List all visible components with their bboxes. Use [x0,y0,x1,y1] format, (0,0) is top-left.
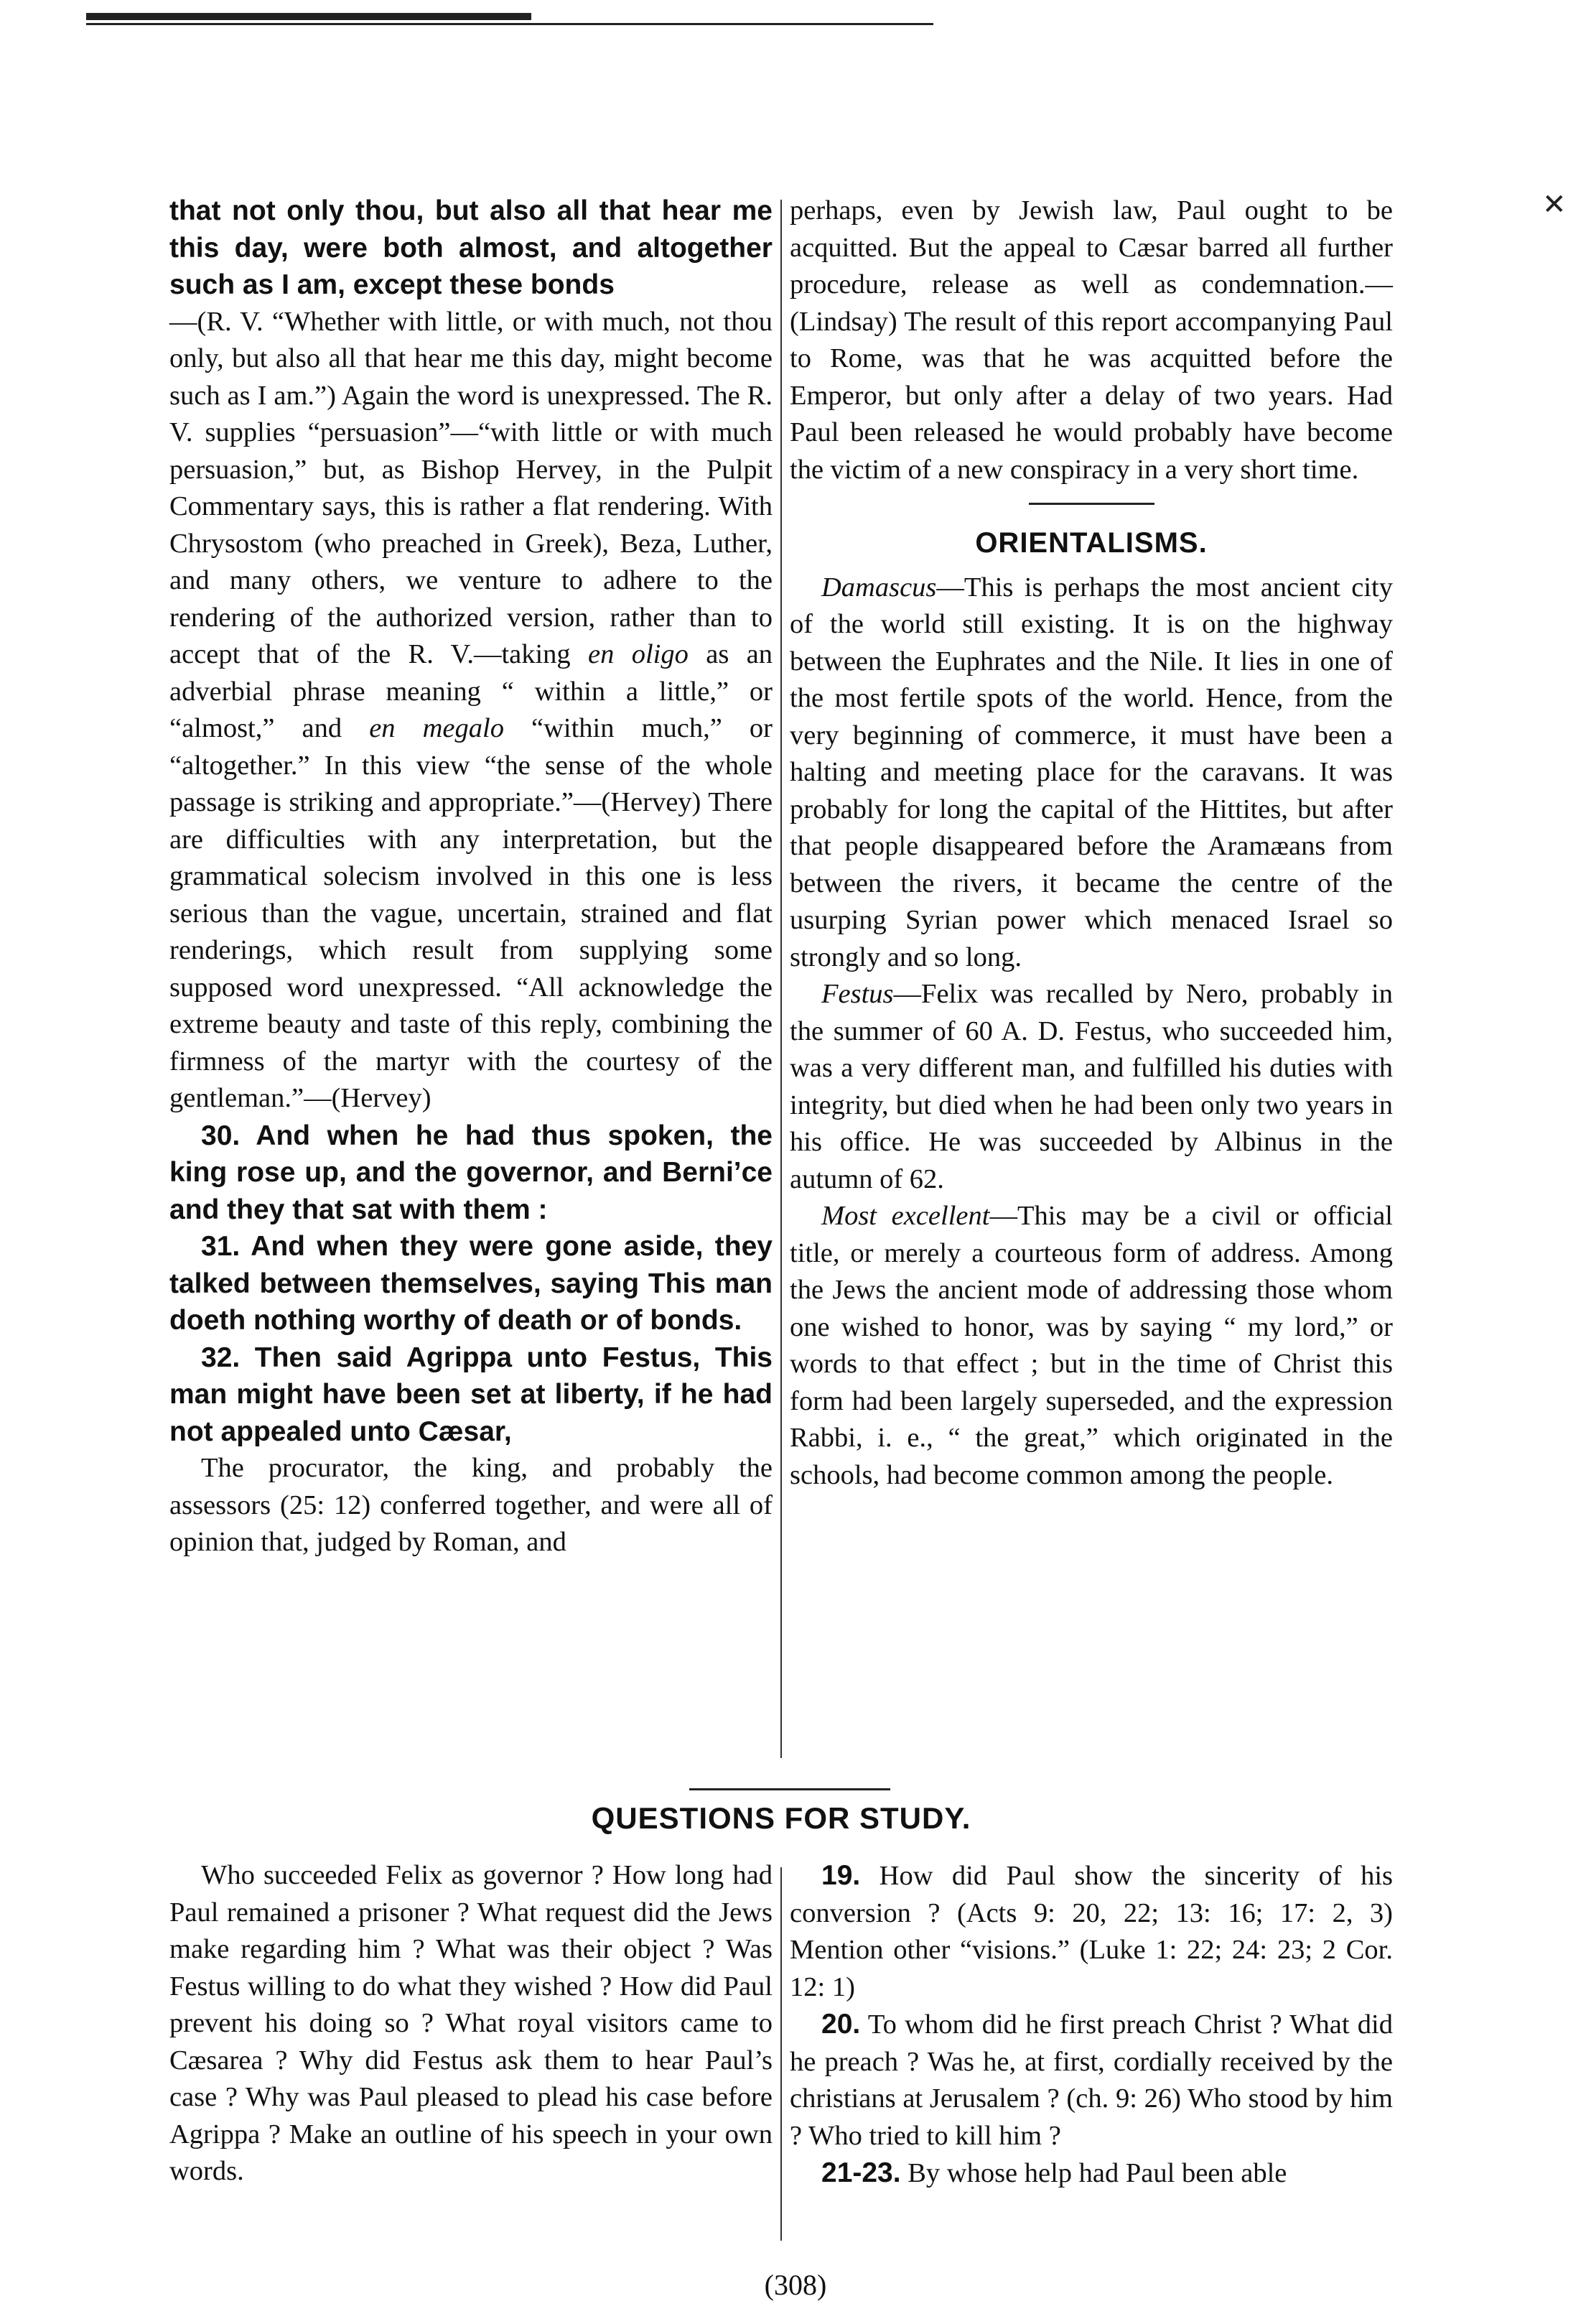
column-divider [780,200,782,1758]
entry-term: Festus [821,979,894,1009]
questions-title: QUESTIONS FOR STUDY. [591,1801,971,1835]
margin-mark: ✕ [1542,188,1567,221]
section-rule [1029,503,1154,505]
top-edge-rule [86,13,933,25]
questions-left [169,1857,773,2190]
questions-divider [780,1867,782,2241]
left-column [169,192,773,1561]
verse-fragment: that not only thou, but also all that hear me this day, were both almost, and altogether such as I am, except these bonds [169,195,773,300]
right-column [790,192,1393,1494]
commentary-paragraph: —(R. V. “Whether with little, or with much, not thou only, but also all that hear me this day, might become such as I am.”) Again the word is unexpressed. The R. V. supplies “persuasion”—“with little or with much persuasion,” but, as Bishop Hervey, in the Pulpit Commentary says, this is rather a flat rendering. With Chrysostom (who preached in Greek), Beza, Luther, and many others, we venture to adhere to the rendering of the authorized version, rather than to accept that of the R. V.—taking en oligo as an adverbial phrase meaning “ within a little,” or “almost,” and en megalo “within much,” or “altogether.” In this view “the sense of the whole passage is striking and appropriate.”—(Hervey) There are difficulties with any interpretation, but the grammatical solecism involved in this one is less serious than the vague, uncertain, strained and flat renderings, which result from supplying some supposed word unexpressed. “All acknowledge the extreme beauty and taste of this reply, combining the firmness of the martyr with the courtesy of the gentleman.”—(Hervey) [169,306,773,1113]
entry-term: Damascus [821,572,937,603]
entry-damascus: Damascus—This is perhaps the most ancient city of the world still existing. It is on the highway between the Euphrates and the Nile. It lies in one of the most fertile spots of the world. Hence, from the very beginning of commerce, it must have been a halting and meeting place for the caravans. It was probably for long the capital of the Hittites, but after that people disappeared before the Aramæans from between the rivers, it became the centre of the usurping Syrian power which menaced Israel so strongly and so long. [790,572,1393,972]
question-19: 19. How did Paul show the sincerity of his conversion ? (Acts 9: 20, 22; 13: 16; 17: 2, 3) Mention other “visions.” (Luke 1: 22; 24: 23; 2 Cor. 12: 1) [790,1860,1393,2002]
section-title: ORIENTALISMS. [975,527,1208,559]
questions-paragraph: Who succeeded Felix as governor ? How long had Paul remained a prisoner ? What request did the Jews make regarding him ? What was their object ? Was Festus willing to do what they wished ? How did Paul prevent his doing so ? What royal visitors came to Cæsarea ? Why did Festus ask them to hear Paul’s case ? Why was Paul pleased to plead his case before Agrippa ? Make an outline of his speech in your own words. [169,1860,773,2186]
verse-31: 31. And when they were gone aside, they talked between themselves, saying This man doeth nothing worthy of death or of bonds. [169,1231,773,1336]
entry-festus: Festus—Felix was recalled by Nero, probably in the summer of 60 A. D. Festus, who succeeded him, was a very different man, and fulfilled his duties with integrity, but died when he had been only two years in his office. He was succeeded by Albinus in the autumn of 62. [790,979,1393,1194]
questions-rule [689,1788,890,1790]
greek-term: en oligo [588,639,689,669]
continuation-paragraph: perhaps, even by Jewish law, Paul ought to be acquitted. But the appeal to Cæsar barred all further procedure, release as well as condemnation.—(Lindsay) The result of this report accompanying Paul to Rome, was that he was acquitted before the Emperor, but only after a delay of two years. Had Paul been released he would probably have become the victim of a new conspiracy in a very short time. [790,195,1393,485]
verse-32: 32. Then said Agrippa unto Festus, This man might have been set at liberty, if he had not appealed unto Cæsar, [169,1342,773,1447]
entry-term: Most excellent [821,1201,990,1231]
question-21-23: 21-23. By whose help had Paul been able [821,2157,1287,2188]
verse-30: 30. And when he had thus spoken, the king rose up, and the governor, and Berni’ce and they that sat with them : [169,1120,773,1225]
questions-right [790,1857,1393,2193]
commentary-32: The procurator, the king, and probably the assessors (25: 12) conferred together, and were all of opinion that, judged by Roman, and [169,1453,773,1557]
question-20: 20. To whom did he first preach Christ ? What did he preach ? Was he, at first, cordially received by the christians at Jerusalem ? (ch. 9: 26) Who stood by him ? Who tried to kill him ? [790,2009,1393,2151]
page-number: (308) [764,2269,827,2301]
entry-most-excellent: Most excellent—This may be a civil or official title, or merely a courteous form of address. Among the Jews the ancient mode of addressing those whom one wished to honor, was by saying “ my lord,” or words to that effect ; but in the time of Christ this form had been largely superseded, and the expression Rabbi, i. e., “ the great,” which originated in the schools, had become common among the people. [790,1201,1393,1490]
greek-term: en megalo [369,713,504,743]
